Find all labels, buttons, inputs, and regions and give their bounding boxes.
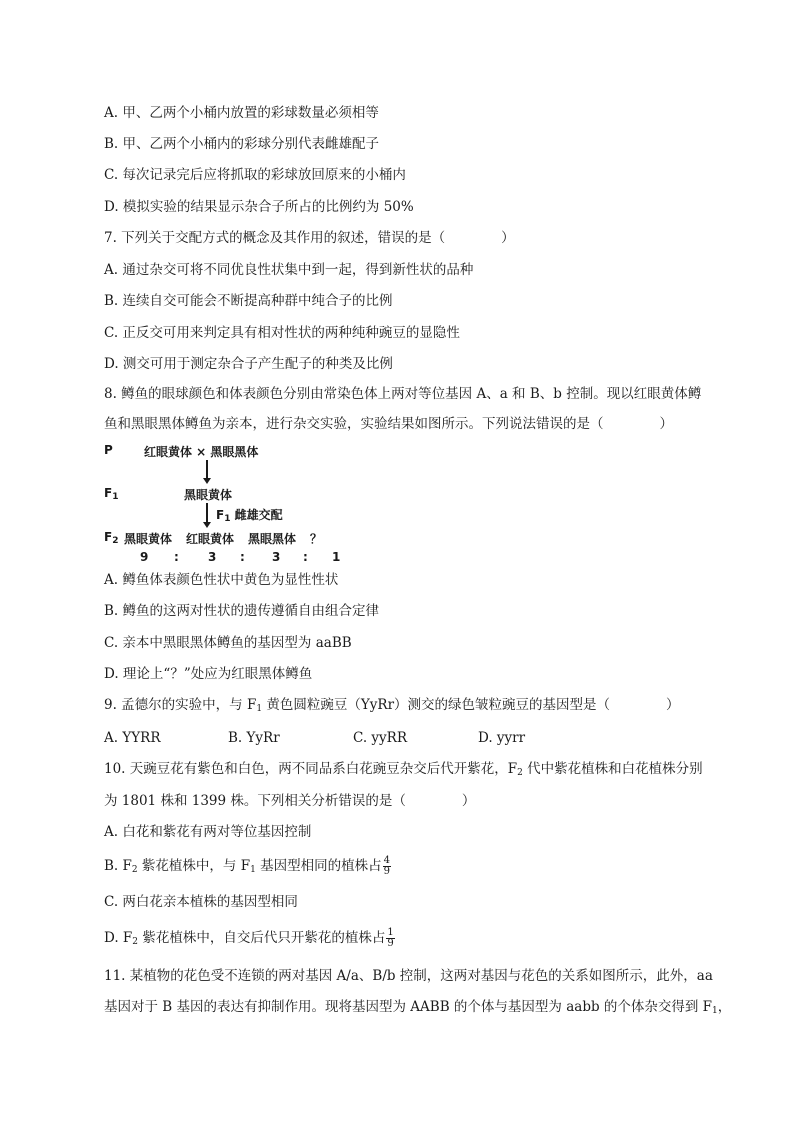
q6-option-c: C. 每次记录完后应将抓取的彩球放回原来的小桶内 [104,167,406,183]
ratio-value: 9 [140,550,149,564]
f2-phenotype-1: 黑眼黄体 [124,532,173,546]
ratio-value: 1 [332,550,341,564]
arrow-down-icon [203,478,211,484]
q10-option-b: B. $F_2$ 紫花植株中，与 $F_1$ 基因型相同的植株占 $\frac{4}{9}$ [104,855,390,877]
q8-option-a: A. 鳟鱼体表颜色性状中黄色为显性性状 [104,572,339,588]
f1-generation-label: $F_1$ [104,486,119,502]
q6-option-d: D. 模拟实验的结果显示杂合子所占的比例约为 50% [104,199,414,215]
q6-option-b: B. 甲、乙两个小桶内的彩球分别代表雌雄配子 [104,136,380,152]
q9-option-b: B. YyRr [228,730,280,746]
f2-phenotype-4: ？ [310,532,323,546]
f2-generation-label: $F_2$ [104,530,119,546]
f2-phenotype-2: 红眼黄体 [186,532,235,546]
fraction: $\frac{1}{9}$ [387,927,394,949]
q11-stem-line1: 11. 某植物的花色受不连锁的两对基因 A/a、B/b 控制，这两对基因与花色的关系如图所示，此外，aa [104,968,713,984]
q7-stem-end: ） [501,230,515,246]
q8-stem-line1: 8. 鳟鱼的眼球颜色和体表颜色分别由常染色体上两对等位基因 A、a 和 B、b 控制。现以红眼黄体鳟 [104,386,702,402]
q10-option-d: D. $F_2$ 紫花植株中，自交后代只开紫花的植株占 $\frac{1}{9}$ [104,927,394,949]
q7-option-a: A. 通过杂交可将不同优良性状集中到一起，得到新性状的品种 [104,262,474,278]
q7-stem [104,228,515,248]
ratio-value: 3 [272,550,281,564]
q8-stem-end: ） [659,416,673,432]
q10-stem-line1: 10. 天豌豆花有紫色和白色，两不同品系白花豌豆杂交后代开紫花，$F_2$ 代中紫花植株和白花植株分别 [104,761,703,778]
arrow-down-icon [203,522,211,528]
q7-stem-text: 7. 下列关于交配方式的概念及其作用的叙述，错误的是（ [104,230,446,246]
q10-option-c: C. 两白花亲本植株的基因型相同 [104,894,298,910]
arrow-line [206,460,208,480]
q8-stem-text: 鱼和黑眼黑体鳟鱼为亲本，进行杂交实验，实验结果如图所示。下列说法错误的是（ [104,416,604,432]
f1-intercross-label: $F_1$ 雌雄交配 [216,508,283,524]
p-generation-label: P [104,443,113,457]
q6-option-a: A. 甲、乙两个小桶内放置的彩球数量必须相等 [104,105,379,121]
ratio-separator: : [303,550,308,564]
q10-stem-line2: 为 1801 株和 1399 株。下列相关分析错误的是（ ） [104,793,476,809]
q7-option-c: C. 正反交可用来判定具有相对性状的两种纯种豌豆的显隐性 [104,325,460,341]
q9-option-d: D. yyrr [478,730,526,746]
f2-phenotype-3: 黑眼黑体 [248,532,297,546]
q8-stem-line2 [104,414,673,434]
q8-option-c: C. 亲本中黑眼黑体鳟鱼的基因型为 aaBB [104,635,352,651]
ratio-separator: : [240,550,245,564]
ratio-separator: : [174,550,179,564]
q9-option-a: A. YYRR [104,730,161,746]
q8-option-d: D. 理论上“？”处应为红眼黑体鳟鱼 [104,666,313,682]
q7-option-b: B. 连续自交可能会不断提高种群中纯合子的比例 [104,293,393,309]
q8-option-b: B. 鳟鱼的这两对性状的遗传遵循自由组合定律 [104,603,380,619]
q7-option-d: D. 测交可用于测定杂合子产生配子的种类及比例 [104,356,393,372]
q9-stem: 9. 孟德尔的实验中，与 $F_1$ 黄色圆粒豌豆（YyRr）测交的绿色皱粒豌豆的基因型是（ ） [104,697,680,714]
q9-option-c: C. yyRR [353,730,408,746]
q11-stem-line2: 基因对于 B 基因的表达有抑制作用。现将基因型为 AABB 的个体与基因型为 aabb 的个体杂交得到 $F_1$， [104,999,732,1016]
ratio-value: 3 [208,550,217,564]
parent-cross: 红眼黄体 × 黑眼黑体 [144,445,259,459]
q9-options [104,728,664,748]
arrow-line [206,503,208,524]
f1-phenotype: 黑眼黄体 [184,488,233,502]
genetic-cross-diagram [104,440,364,570]
q10-option-a: A. 白花和紫花有两对等位基因控制 [104,824,312,840]
fraction: $\frac{4}{9}$ [383,855,390,877]
